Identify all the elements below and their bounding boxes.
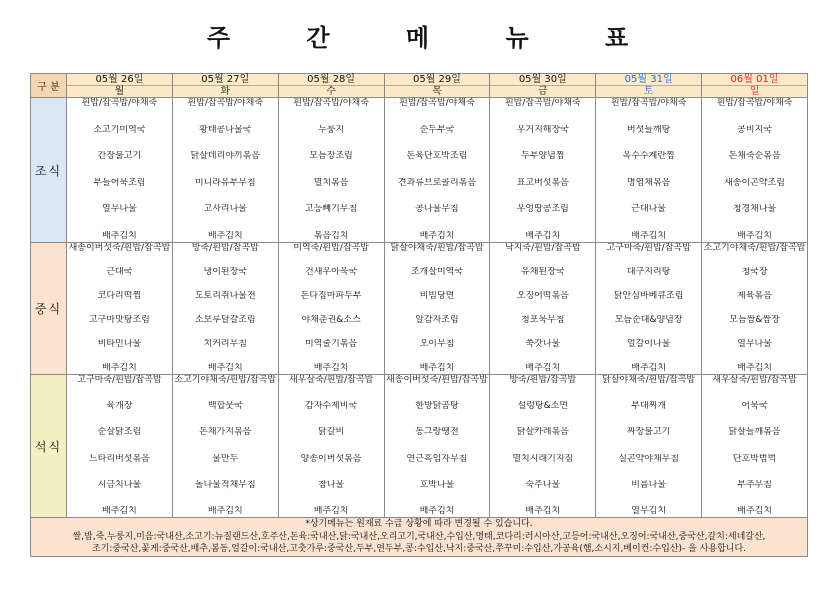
menu-item: 표고버섯볶음: [516, 177, 569, 188]
menu-item: 오이무침: [419, 339, 455, 349]
menu-item: 설렁탕&소면: [517, 401, 569, 412]
menu-item: 열무나물: [102, 204, 137, 215]
menu-cell: [384, 98, 490, 243]
category-header: 구 분: [31, 74, 67, 98]
menu-item: 연근흑임자무침: [406, 453, 468, 464]
menu-item: 제육볶음: [737, 291, 772, 301]
menu-item: 대구지리탕: [626, 267, 671, 277]
menu-item: 짜장불고기: [626, 427, 671, 438]
menu-items: [173, 98, 278, 242]
menu-item: 조개살미역국: [410, 267, 464, 277]
menu-item: 청경채나물: [732, 204, 777, 215]
menu-item: 동그랑땡전: [415, 427, 459, 438]
menu-item: 쑥갓나물: [525, 339, 561, 349]
menu-items: [596, 375, 701, 517]
menu-change-notice: *상기메뉴는 원재료 수급 상황에 따라 변경될 수 있습니다.: [305, 519, 533, 529]
day-of-week: 목: [432, 86, 442, 97]
menu-item: 어묵국: [741, 401, 768, 412]
day-header: [490, 74, 596, 98]
menu-item: 부대찌개: [631, 401, 667, 412]
menu-item: 비름나물: [631, 479, 667, 490]
menu-item: 닭살야채죽/흰밥/잡곡밥: [390, 243, 484, 253]
menu-item: 미니라유부무침: [194, 177, 256, 188]
menu-items: [702, 375, 807, 517]
menu-cell: [490, 98, 596, 243]
menu-item: 콩비지국: [737, 124, 772, 135]
menu-item: 단호박범벅: [732, 453, 777, 464]
menu-item: 열무나물: [737, 339, 772, 349]
menu-item: 새송이버섯죽/흰밥/잡곡밥: [68, 243, 171, 253]
menu-cell: [702, 98, 808, 243]
day-date: 05월 28일: [279, 74, 384, 86]
menu-item: 고사리나물: [203, 204, 247, 215]
menu-items: [385, 243, 490, 374]
menu-item: 배추김치: [313, 363, 349, 373]
menu-item: 모듬장조림: [309, 151, 353, 162]
menu-item: 흰밥/잡곡밥/야채죽: [610, 98, 687, 108]
menu-item: 돈육단호박조림: [406, 151, 468, 162]
menu-item: 돌나물적채무침: [194, 479, 256, 490]
menu-item: 오징어떡볶음: [516, 291, 569, 301]
menu-item: 간장불고기: [97, 151, 142, 162]
menu-item: 느타리버섯볶음: [88, 453, 150, 464]
menu-item: 버섯들깨탕: [626, 124, 671, 135]
menu-item: 닭살카레볶음: [516, 427, 569, 438]
menu-item: 배추김치: [737, 505, 772, 516]
weekly-menu-table: [30, 73, 808, 557]
menu-cell: [172, 98, 278, 243]
menu-item: 흰밥/잡곡밥/야채죽: [716, 98, 793, 108]
menu-item: 배추김치: [631, 363, 667, 373]
menu-item: 배추김치: [525, 230, 561, 241]
menu-item: 흰밥/잡곡밥/야채죽: [504, 98, 581, 108]
menu-item: 배추김치: [207, 505, 243, 516]
menu-item: 소고기미역국: [93, 124, 146, 135]
menu-item: 고구마죽/흰밥/잡곡밥: [606, 243, 691, 253]
menu-cell: [596, 98, 702, 243]
menu-item: 고구마죽/흰밥/잡곡밥: [77, 375, 162, 385]
meal-label-dinner: 석식: [31, 375, 67, 518]
menu-cell: [490, 375, 596, 518]
menu-items: [385, 98, 490, 242]
menu-cell: [596, 243, 702, 375]
menu-items: [596, 243, 701, 374]
menu-item: 닭살야채죽/흰밥/잡곡밥: [602, 375, 696, 385]
meal-label-lunch: 중식: [31, 243, 67, 375]
menu-item: 배추김치: [102, 505, 137, 516]
menu-item: 흰밥/잡곡밥/야채죽: [81, 98, 158, 108]
day-of-week: 수: [326, 86, 336, 97]
menu-item: 배추김치: [207, 363, 243, 373]
day-date: 05월 29일: [385, 74, 490, 86]
menu-item: 물만두: [212, 453, 239, 464]
menu-item: 고구마맛탕조림: [88, 315, 150, 325]
menu-item: 순두부국: [419, 124, 455, 135]
menu-items: [67, 243, 172, 374]
menu-item: 건새우아욱국: [305, 267, 358, 277]
menu-item: 배추김치: [525, 363, 561, 373]
day-header: [702, 74, 808, 98]
menu-cell: [702, 243, 808, 375]
menu-item: 근대나물: [631, 204, 667, 215]
menu-item: 소고기야채죽/흰밥/잡곡밥: [174, 375, 277, 385]
menu-cell: [702, 375, 808, 518]
menu-item: 방죽/흰밥/잡곡밥: [191, 243, 259, 253]
menu-item: 육개장: [106, 401, 133, 412]
origin-info-line-2: 조기:중국산,꽃게:중국산,배추,봄동,얼갈이:국내산,고춧가루:중국산,두부,연두부,콩:수입산,낙지:중국산,쭈꾸미:수입산,가공육(햄,소시지,베이컨:수입산)- 을 사용합니다.: [91, 544, 747, 554]
menu-item: 배추김치: [313, 505, 349, 516]
menu-item: 한방닭곰탕: [415, 401, 459, 412]
menu-item: 우거지해장국: [516, 124, 569, 135]
menu-item: 견과류브로콜리볶음: [397, 177, 477, 188]
menu-item: 배추김치: [207, 230, 243, 241]
menu-cell: [278, 375, 384, 518]
menu-item: 호박나물: [419, 479, 455, 490]
menu-item: 방죽/흰밥/잡곡밥: [509, 375, 577, 385]
menu-cell: [172, 375, 278, 518]
day-header: [384, 74, 490, 98]
menu-item: 닭살데리야끼볶음: [190, 151, 261, 162]
lunch-row: [31, 243, 808, 375]
menu-item: 코다리떡찜: [97, 291, 142, 301]
menu-item: 흰밥/잡곡밥/야채죽: [293, 98, 369, 108]
menu-item: 배추김치: [419, 505, 455, 516]
menu-item: 새송이버섯죽/흰밥/잡곡밥: [386, 375, 488, 385]
menu-item: 배추김치: [737, 230, 772, 241]
menu-items: [702, 98, 807, 242]
day-date: 05월 26일: [67, 74, 172, 86]
menu-items: [702, 243, 807, 374]
menu-items: [385, 375, 490, 517]
menu-item: 청국장: [741, 267, 768, 277]
dinner-row: [31, 375, 808, 518]
menu-cell: [67, 98, 173, 243]
menu-item: 유채된장국: [521, 267, 565, 277]
menu-item: 미역죽/흰밥/잡곡밥: [293, 243, 369, 253]
menu-item: 숙주나물: [525, 479, 561, 490]
menu-item: 배추김치: [419, 363, 455, 373]
breakfast-row: [31, 98, 808, 243]
menu-cell: [596, 375, 702, 518]
menu-items: [279, 243, 384, 374]
menu-items: [490, 243, 595, 374]
menu-item: 야채춘권&소스: [301, 315, 361, 325]
menu-item: 모듬쌈&쌈장: [729, 315, 780, 325]
menu-item: 멸치볶음: [313, 177, 349, 188]
meal-label-breakfast: 조식: [31, 98, 67, 243]
menu-item: 흰밥/잡곡밥/야채죽: [187, 98, 264, 108]
menu-cell: [67, 375, 173, 518]
day-of-week: 금: [537, 86, 548, 97]
menu-item: 돈다짐마파두부: [300, 291, 362, 301]
day-date: 05월 31일: [596, 74, 701, 86]
page-title: 주 간 메 뉴 표: [206, 24, 663, 52]
menu-item: 비타민나물: [97, 339, 142, 349]
menu-item: 황태콩나물국: [199, 124, 252, 135]
menu-cell: [278, 243, 384, 375]
menu-item: 멸치시래기지짐: [512, 453, 574, 464]
menu-item: 알감자조림: [415, 315, 459, 325]
menu-items: [67, 98, 172, 242]
menu-item: 부추무침: [737, 479, 772, 490]
day-of-week: 일: [749, 86, 760, 97]
menu-items: [490, 375, 595, 517]
day-date: 05월 30일: [490, 74, 595, 86]
footer-row: [31, 518, 808, 557]
menu-item: 배추김치: [419, 230, 455, 241]
menu-item: 고등빼기무침: [305, 204, 358, 215]
menu-item: 배추김치: [525, 505, 561, 516]
menu-item: 볶음김치: [313, 230, 349, 241]
menu-item: 닭살들깨볶음: [728, 427, 781, 438]
menu-item: 새송이곤약조림: [724, 177, 785, 188]
menu-item: 돈채가지볶음: [199, 427, 252, 438]
menu-item: 소고기야채죽/흰밥/잡곡밥: [703, 243, 806, 253]
menu-item: 순살닭조림: [97, 427, 142, 438]
menu-item: 청포묵무침: [521, 315, 565, 325]
menu-item: 배추김치: [102, 363, 137, 373]
footer-note-cell: [31, 518, 808, 557]
day-of-week: 토: [643, 86, 654, 97]
menu-item: 배추김치: [102, 230, 137, 241]
menu-item: 새우살죽/흰밥/잡곡밥: [288, 375, 374, 385]
menu-cell: [172, 243, 278, 375]
menu-item: 모듬순대&양념장: [614, 315, 683, 325]
menu-item: 콩나물무침: [415, 204, 459, 215]
menu-cell: [278, 98, 384, 243]
menu-item: 두부양념찜: [521, 151, 565, 162]
menu-item: 시금치나물: [97, 479, 142, 490]
menu-item: 얼갈이나물: [626, 339, 671, 349]
menu-item: 미역줄기볶음: [305, 339, 358, 349]
menu-cell: [384, 243, 490, 375]
menu-cell: [490, 243, 596, 375]
menu-items: [490, 98, 595, 242]
menu-item: 비빔당면: [419, 291, 455, 301]
menu-items: [173, 375, 278, 517]
day-of-week: 화: [220, 86, 231, 97]
day-header: [278, 74, 384, 98]
menu-item: 누룽지: [318, 124, 345, 135]
menu-item: 실곤약야채무침: [618, 453, 680, 464]
day-date: 05월 27일: [173, 74, 278, 86]
menu-item: 치커리무침: [203, 339, 247, 349]
menu-item: 흰밥/잡곡밥/야채죽: [399, 98, 475, 108]
menu-items: [279, 98, 384, 242]
menu-items: [279, 375, 384, 517]
menu-item: 도토리쥐나물전: [194, 291, 256, 301]
menu-cell: [384, 375, 490, 518]
menu-item: 명엽채볶음: [626, 177, 671, 188]
menu-item: 낙지죽/흰밥/잡곡밥: [504, 243, 581, 253]
menu-item: 옥수수계란찜: [622, 151, 675, 162]
day-header: [67, 74, 173, 98]
menu-item: 감자수제비국: [305, 401, 358, 412]
menu-item: 부들어묵조림: [93, 177, 146, 188]
menu-item: 냉이된장국: [203, 267, 247, 277]
menu-item: 백합뭇국: [207, 401, 243, 412]
menu-item: 배추김치: [737, 363, 772, 373]
origin-info-line-1: 쌀,밥,죽,누룽지,미음:국내산,소고기:뉴질랜드산,호주산,돈육:국내산,닭:국내산,오리고기,국내산,수입산,명태,코다리:러시아산,고등어:국내산,오징어:국내산,중국산,갈치:세네갈산,: [72, 531, 766, 542]
menu-item: 열무김치: [631, 505, 667, 516]
menu-item: 우엉땅콩조림: [516, 204, 569, 215]
menu-item: 닭안심바베큐조림: [613, 291, 684, 301]
menu-item: 배추김치: [631, 230, 667, 241]
menu-item: 소보루달걀조림: [194, 315, 256, 325]
day-header: [172, 74, 278, 98]
menu-cell: [67, 243, 173, 375]
menu-item: 닭갈비: [318, 427, 345, 438]
day-date: 06월 01일: [702, 74, 807, 86]
menu-items: [67, 375, 172, 517]
menu-item: 참나물: [318, 479, 345, 490]
menu-item: 돈채죽순볶음: [728, 151, 781, 162]
menu-item: 새우살죽/흰밥/잡곡밥: [712, 375, 797, 385]
menu-item: 양송이버섯볶음: [300, 453, 362, 464]
menu-item: 근대국: [106, 267, 133, 277]
day-of-week: 월: [114, 86, 125, 97]
menu-items: [173, 243, 278, 374]
menu-items: [596, 98, 701, 242]
day-header: [596, 74, 702, 98]
